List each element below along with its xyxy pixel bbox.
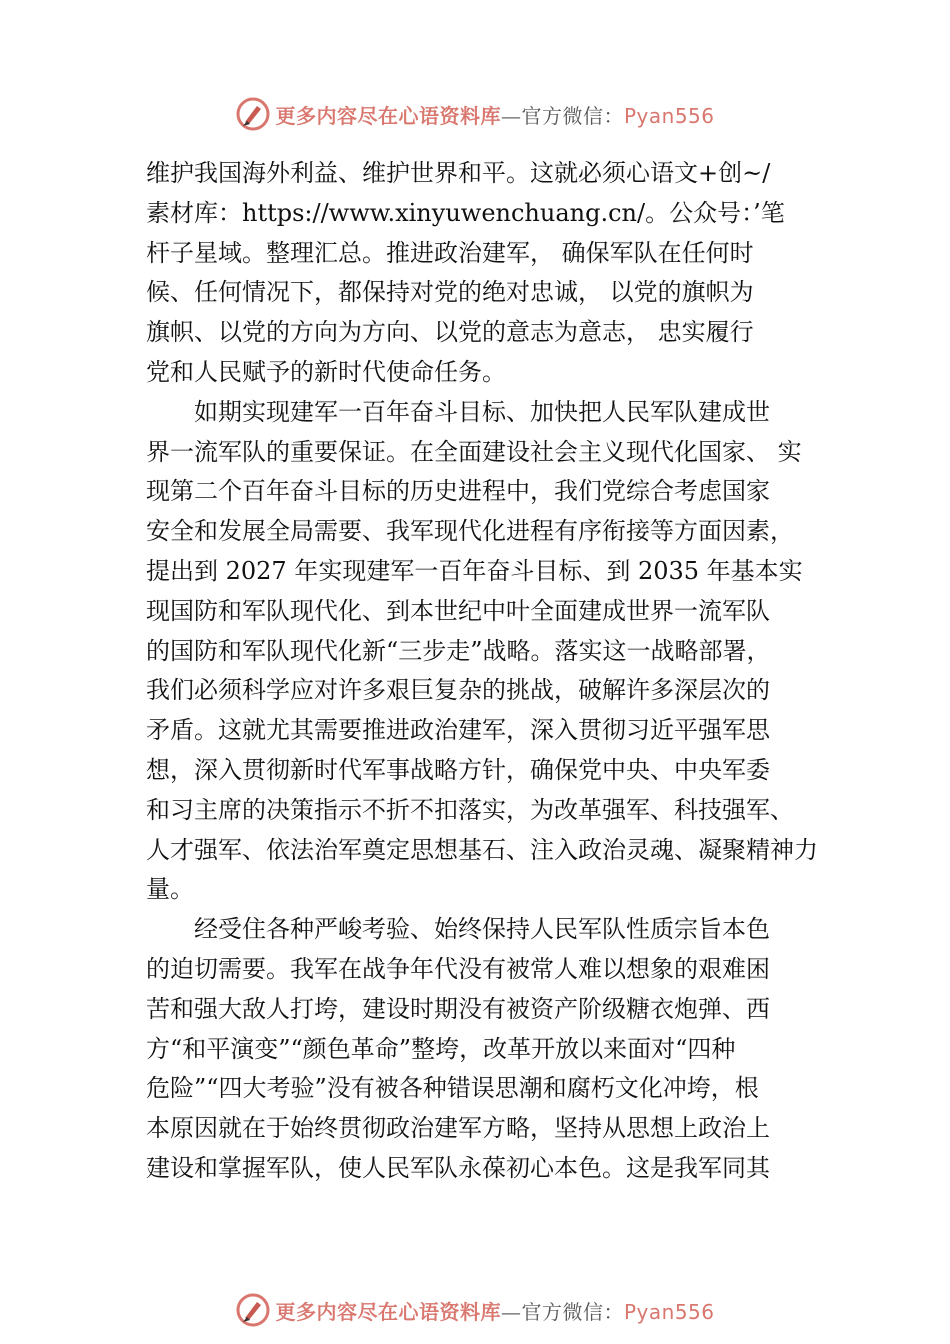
text-line: 界一流军队的重要保证。在全面建设社会主义现代化国家、 实	[146, 437, 802, 466]
text-line: 素材库：https://www.xinyuwenchuang.cn/。公众号：’笔	[146, 198, 785, 227]
footer-text	[275, 1296, 714, 1325]
header-brand: 更多内容尽在心语资料库	[275, 103, 501, 128]
footer-dash: —	[500, 1299, 522, 1324]
footer-wechat-label: 官方微信：	[521, 1299, 624, 1324]
text-line: 建设和掌握军队，使人民军队永葆初心本色。这是我军同其	[146, 1153, 770, 1182]
text-line: 方“和平演变”“颜色革命”整垮，改革开放以来面对“四种	[146, 1034, 736, 1063]
text-line: 的迫切需要。我军在战争年代没有被常人难以想象的艰难困	[146, 954, 770, 983]
text-line: 想，深入贯彻新时代军事战略方针，确保党中央、中央军委	[146, 755, 770, 784]
text-line: 提出到 2027 年实现建军一百年奋斗目标、到 2035 年基本实	[146, 556, 803, 585]
text-line: 候、任何情况下，都保持对党的绝对忠诚， 以党的旗帜为	[146, 278, 754, 307]
text-line: 和习主席的决策指示不折不扣落实，为改革强军、科技强军、	[146, 795, 794, 824]
footer-banner	[0, 1290, 950, 1330]
text-line: 安全和发展全局需要、我军现代化进程有序衔接等方面因素，	[146, 517, 794, 546]
footer-wechat-id: Pyan556	[623, 1299, 715, 1324]
text-line: 现国防和军队现代化、到本世纪中叶全面建成世界一流军队	[146, 596, 770, 625]
text-line: 量。	[146, 875, 194, 904]
text-line: 的国防和军队现代化新“三步走”战略。落实这一战略部署，	[146, 636, 771, 665]
text-line: 党和人民赋予的新时代使命任务。	[146, 357, 506, 386]
text-line: 本原因就在于始终贯彻政治建军方略，坚持从思想上政治上	[146, 1114, 770, 1143]
header-dash: —	[500, 103, 522, 128]
text-line: 经受住各种严峻考验、始终保持人民军队性质宗旨本色	[194, 915, 770, 944]
header-wechat-id: Pyan556	[623, 103, 715, 128]
text-line: 危险”“四大考验”没有被各种错误思潮和腐朽文化冲垮，根	[146, 1074, 759, 1103]
text-line: 如期实现建军一百年奋斗目标、加快把人民军队建成世	[194, 397, 770, 426]
document-body	[146, 154, 826, 1189]
text-line: 人才强军、依法治军奠定思想基石、注入政治灵魂、凝聚精神力	[146, 835, 818, 864]
footer-brand: 更多内容尽在心语资料库	[275, 1299, 501, 1324]
text-line: 维护我国海外利益、维护世界和平。这就必须心语文+创~/	[146, 159, 771, 187]
text-line: 杆子星域。整理汇总。推进政治建军， 确保军队在任何时	[146, 238, 754, 267]
text-line: 现第二个百年奋斗目标的历史进程中，我们党综合考虑国家	[146, 477, 770, 506]
text-line: 我们必须科学应对许多艰巨复杂的挑战，破解许多深层次的	[146, 676, 770, 705]
text-line: 苦和强大敌人打垮，建设时期没有被资产阶级糖衣炮弹、西	[146, 994, 770, 1023]
header-text	[275, 100, 714, 129]
brand-logo-icon	[235, 96, 271, 132]
text-line: 旗帜、以党的方向为方向、以党的意志为意志， 忠实履行	[146, 318, 754, 347]
text-line: 矛盾。这就尤其需要推进政治建军，深入贯彻习近平强军思	[146, 716, 770, 745]
header-banner	[0, 94, 950, 134]
brand-logo-icon	[235, 1292, 271, 1328]
header-wechat-label: 官方微信：	[521, 103, 624, 128]
